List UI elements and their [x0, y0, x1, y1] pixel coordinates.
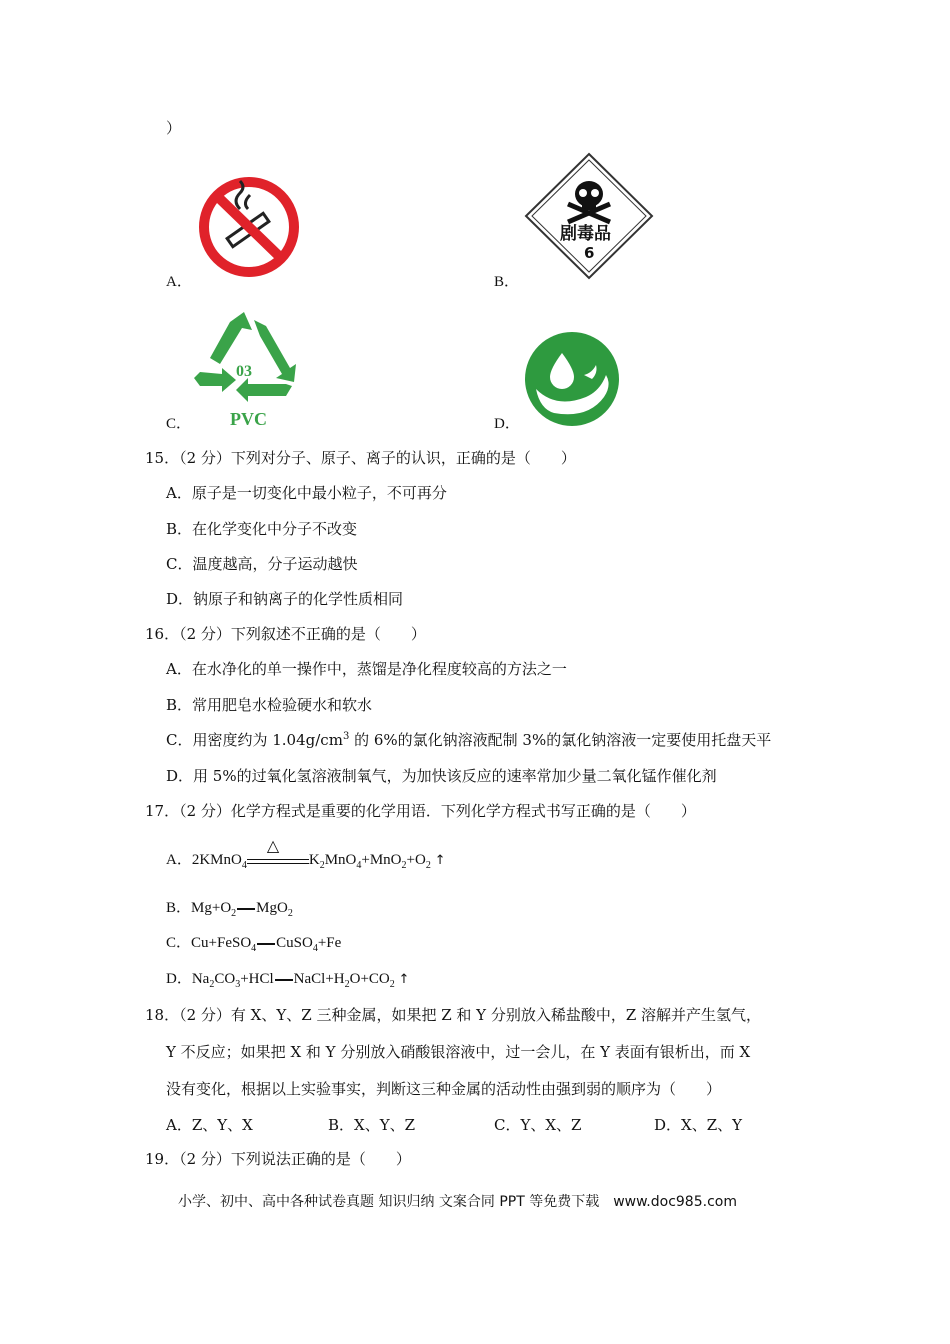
- q18-option-c: C．Y、X、Z: [494, 1116, 582, 1134]
- q19-stem: 19．（2 分）下列说法正确的是（ ）: [145, 1150, 411, 1168]
- q16-option-a: A．在水净化的单一操作中，蒸馏是净化程度较高的方法之一: [166, 660, 567, 678]
- q18-option-d: D．X、Z、Y: [654, 1116, 743, 1134]
- q18-option-a: A．Z、Y、X: [166, 1116, 253, 1134]
- q17-option-d: D．$Na_2CO_3+HCl$ $NaCl+H_2O+CO_2$ ↑: [166, 971, 410, 990]
- q18-line-2: Y 不反应；如果把 X 和 Y 分别放入硝酸银溶液中，过一会儿，在 Y 表面有银析出，而 X: [166, 1043, 751, 1061]
- q18-line-1: 18．（2 分）有 X、Y、Z 三种金属，如果把 Z 和 Y 分别放入稀盐酸中，Z 溶解并产生氢气，: [145, 1006, 762, 1024]
- q14-option-a-label: A．: [166, 274, 192, 290]
- top-paren: ）: [166, 119, 182, 137]
- toxic-hazard-icon: [524, 152, 654, 280]
- no-smoking-icon: [196, 175, 302, 279]
- q15-option-a: A．原子是一切变化中最小粒子，不可再分: [166, 484, 447, 502]
- heat-reaction-arrow: △: [247, 851, 309, 871]
- recycling-code: 03: [236, 363, 252, 380]
- q15-option-d: D．钠原子和钠离子的化学性质相同: [166, 590, 404, 608]
- q17-stem: 17．（2 分）化学方程式是重要的化学用语．下列化学方程式书写正确的是（ ）: [145, 802, 696, 820]
- q16-option-b: B．常用肥皂水检验硬水和软水: [166, 696, 373, 714]
- water-saving-icon: [524, 331, 620, 427]
- q17-option-a: A．2KMnO$_4$ △ $K_2MnO_4+MnO_2+O_2$ ↑: [166, 837, 446, 871]
- up-arrow-icon: ↑: [434, 853, 446, 868]
- q17-option-c: C．Cu+FeSO$_4$ CuSO$_4$+Fe: [166, 935, 342, 954]
- q18-line-3: 没有变化，根据以上实验事实，判断这三种金属的活动性由强到弱的顺序为（ ）: [166, 1080, 722, 1098]
- up-arrow-icon: ↑: [398, 972, 410, 987]
- q16-option-c: C．用密度约为 $1.04g/cm^3$ 的 6%的氯化钠溶液配制 3%的氯化钠溶液一定要使用托盘天平: [166, 731, 772, 749]
- q15-stem: 15．（2 分）下列对分子、原子、离子的认识，正确的是（ ）: [145, 449, 576, 467]
- q18-option-b: B．X、Y、Z: [328, 1116, 416, 1134]
- q16-stem: 16．（2 分）下列叙述不正确的是（ ）: [145, 625, 426, 643]
- q14-option-c-label: C．: [166, 416, 192, 432]
- toxic-sign-text: 剧毒品: [560, 224, 611, 244]
- q14-option-b-label: B．: [494, 274, 520, 290]
- recycling-material: PVC: [230, 409, 267, 429]
- q14-option-d-label: D．: [494, 416, 520, 432]
- q15-option-b: B．在化学变化中分子不改变: [166, 520, 358, 538]
- q16-option-d: D．用 5%的过氧化氢溶液制氧气，为加快该反应的速率常加少量二氧化锰作催化剂: [166, 767, 717, 785]
- recycling-pvc-icon: [192, 312, 302, 429]
- page-footer: 小学、初中、高中各种试卷真题 知识归纳 文案合同 PPT 等免费下载 www.doc985.com: [178, 1194, 737, 1210]
- toxic-sign-number: 6: [584, 244, 595, 262]
- q15-option-c: C．温度越高，分子运动越快: [166, 555, 358, 573]
- q17-option-b: B．$Mg+O_2$ MgO$_2$: [166, 900, 293, 919]
